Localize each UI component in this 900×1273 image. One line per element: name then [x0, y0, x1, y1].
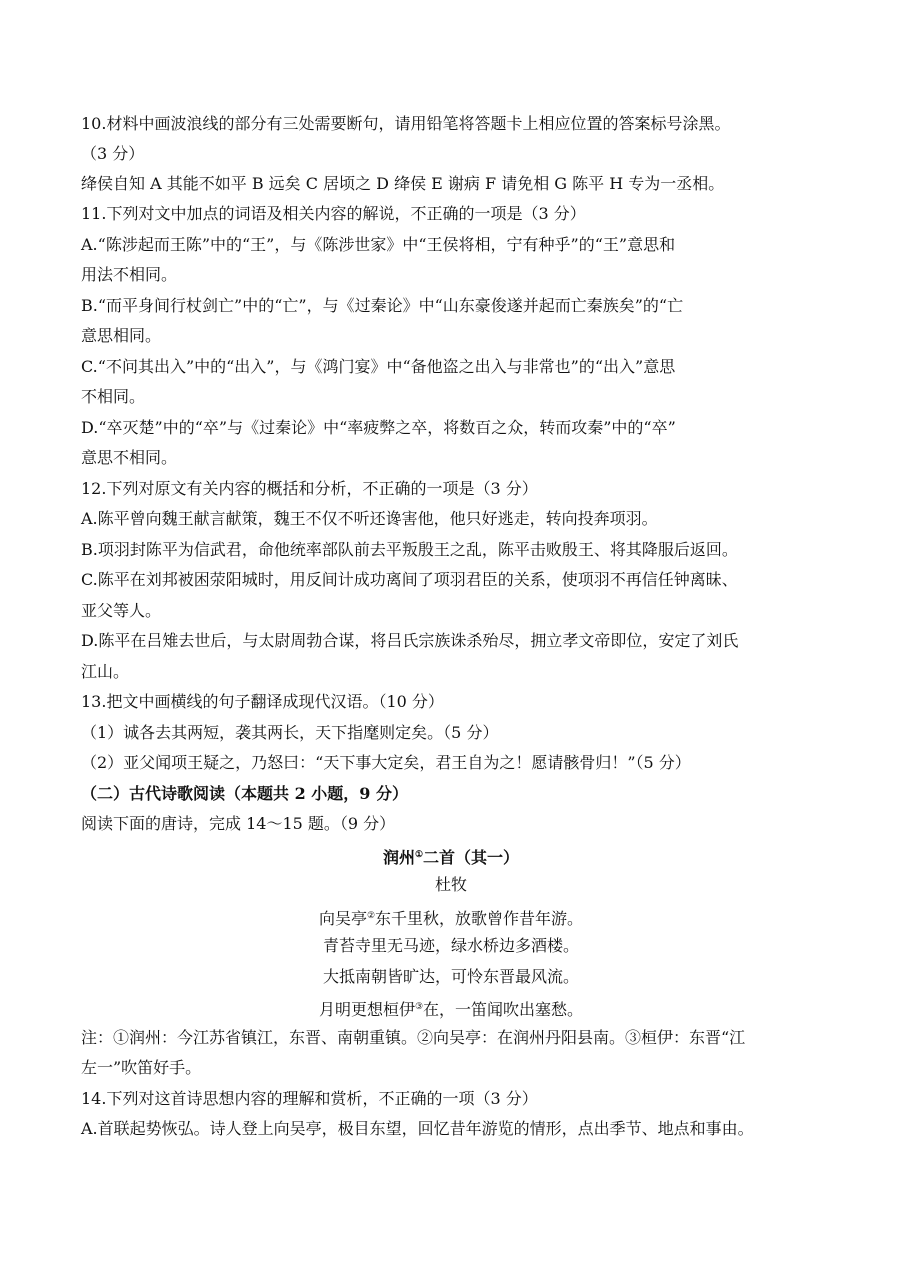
q11-option-a-line-1: A.“陈涉起而王陈”中的“王”，与《陈涉世家》中“王侯将相，宁有种乎”的“王”意思和 — [81, 235, 676, 254]
q12-option-a: A.陈平曾向魏王献言献策，魏王不仅不听还谗害他，他只好逃走，转向投奔项羽。 — [81, 509, 658, 528]
q11-option-b-line-2: 意思相同。 — [81, 326, 162, 345]
poem-verse-3: 大抵南朝皆旷达，可怜东晋最风流。 — [322, 967, 579, 986]
q12-option-d-line-1: D.陈平在吕雉去世后，与太尉周勃合谋，将吕氏宗族诛杀殆尽，拥立孝文帝即位，安定了刘氏 — [81, 631, 739, 650]
poem-notes-line-2: 左一”吹笛好手。 — [81, 1058, 202, 1077]
q12-option-d-line-2: 江山。 — [81, 662, 130, 681]
q10-line-2: （3 分） — [81, 144, 145, 163]
q10-line-3: 绛侯自知 A 其能不如平 B 远矣 C 居顷之 D 绛侯 E 谢病 F 请免相 G 陈平 H 专为一丞相。 — [81, 174, 725, 193]
poem-author: 杜牧 — [434, 875, 467, 894]
q13-part-1: （1）诚各去其两短，袭其两长，天下指麾则定矣。（5 分） — [81, 723, 499, 742]
poem-verse-2: 青苔寺里无马迹，绿水桥边多酒楼。 — [322, 936, 579, 955]
footnote-marker: ③ — [414, 1002, 424, 1012]
q12-option-c-line-2: 亚父等人。 — [81, 601, 162, 620]
poem-notes-line-1: 注：①润州：今江苏省镇江，东晋、南朝重镇。②向吴亭：在润州丹阳县南。③桓伊：东晋“江 — [81, 1028, 746, 1047]
q11-option-d-line-2: 意思不相同。 — [81, 448, 178, 467]
poem-verse-4: 月明更想桓伊③在，一笛闻吹出塞愁。 — [318, 1000, 584, 1019]
q11-option-c-line-1: C.“不问其出入”中的“出入”，与《鸿门宴》中“备他盗之出入与非常也”的“出入”意思 — [81, 357, 676, 376]
q11-option-a-line-2: 用法不相同。 — [81, 265, 178, 284]
q11-option-b-line-1: B.“而平身间行杖剑亡”中的“亡”，与《过秦论》中“山东豪俊遂并起而亡秦族矣”的“亡 — [81, 296, 684, 315]
q12-option-b: B.项羽封陈平为信武君，命他统率部队前去平叛殷王之乱，陈平击败殷王、将其降服后返回。 — [81, 540, 738, 559]
q12-option-c-line-1: C.陈平在刘邦被困荥阳城时，用反间计成功离间了项羽君臣的关系，使项羽不再信任钟离昧、 — [81, 570, 738, 589]
section-heading: （二）古代诗歌阅读（本题共 2 小题，9 分） — [81, 784, 408, 803]
q10-line-1: 10.材料中画波浪线的部分有三处需要断句，请用铅笔将答题卡上相应位置的答案标号涂黑。 — [81, 114, 731, 133]
q14-option-a: A.首联起势恢弘。诗人登上向吴亭，极目东望，回忆昔年游览的情形，点出季节、地点和事由。 — [81, 1119, 754, 1138]
q11-option-c-line-2: 不相同。 — [81, 387, 146, 406]
q13-part-2: （2）亚父闻项王疑之，乃怒曰：“天下事大定矣，君王自为之！愿请骸骨归！”（5 分） — [81, 753, 691, 772]
q14-stem: 14.下列对这首诗思想内容的理解和赏析，不正确的一项（3 分） — [81, 1089, 538, 1108]
q12-stem: 12.下列对原文有关内容的概括和分析，不正确的一项是（3 分） — [81, 479, 538, 498]
footnote-marker: ① — [414, 850, 424, 860]
q11-stem: 11.下列对文中加点的词语及相关内容的解说，不正确的一项是（3 分） — [81, 204, 586, 223]
section-intro: 阅读下面的唐诗，完成 14～15 题。（9 分） — [81, 814, 396, 833]
q11-option-d-line-1: D.“卒灭楚”中的“卒”与《过秦论》中“率疲弊之卒，将数百之众，转而攻秦”中的“卒” — [81, 418, 676, 437]
q13-stem: 13.把文中画横线的句子翻译成现代汉语。（10 分） — [81, 692, 444, 711]
footnote-marker: ② — [366, 911, 376, 921]
poem-verse-1: 向吴亭②东千里秋，放歌曾作昔年游。 — [318, 909, 584, 928]
poem-title: 润州①二首（其一） — [382, 848, 520, 867]
